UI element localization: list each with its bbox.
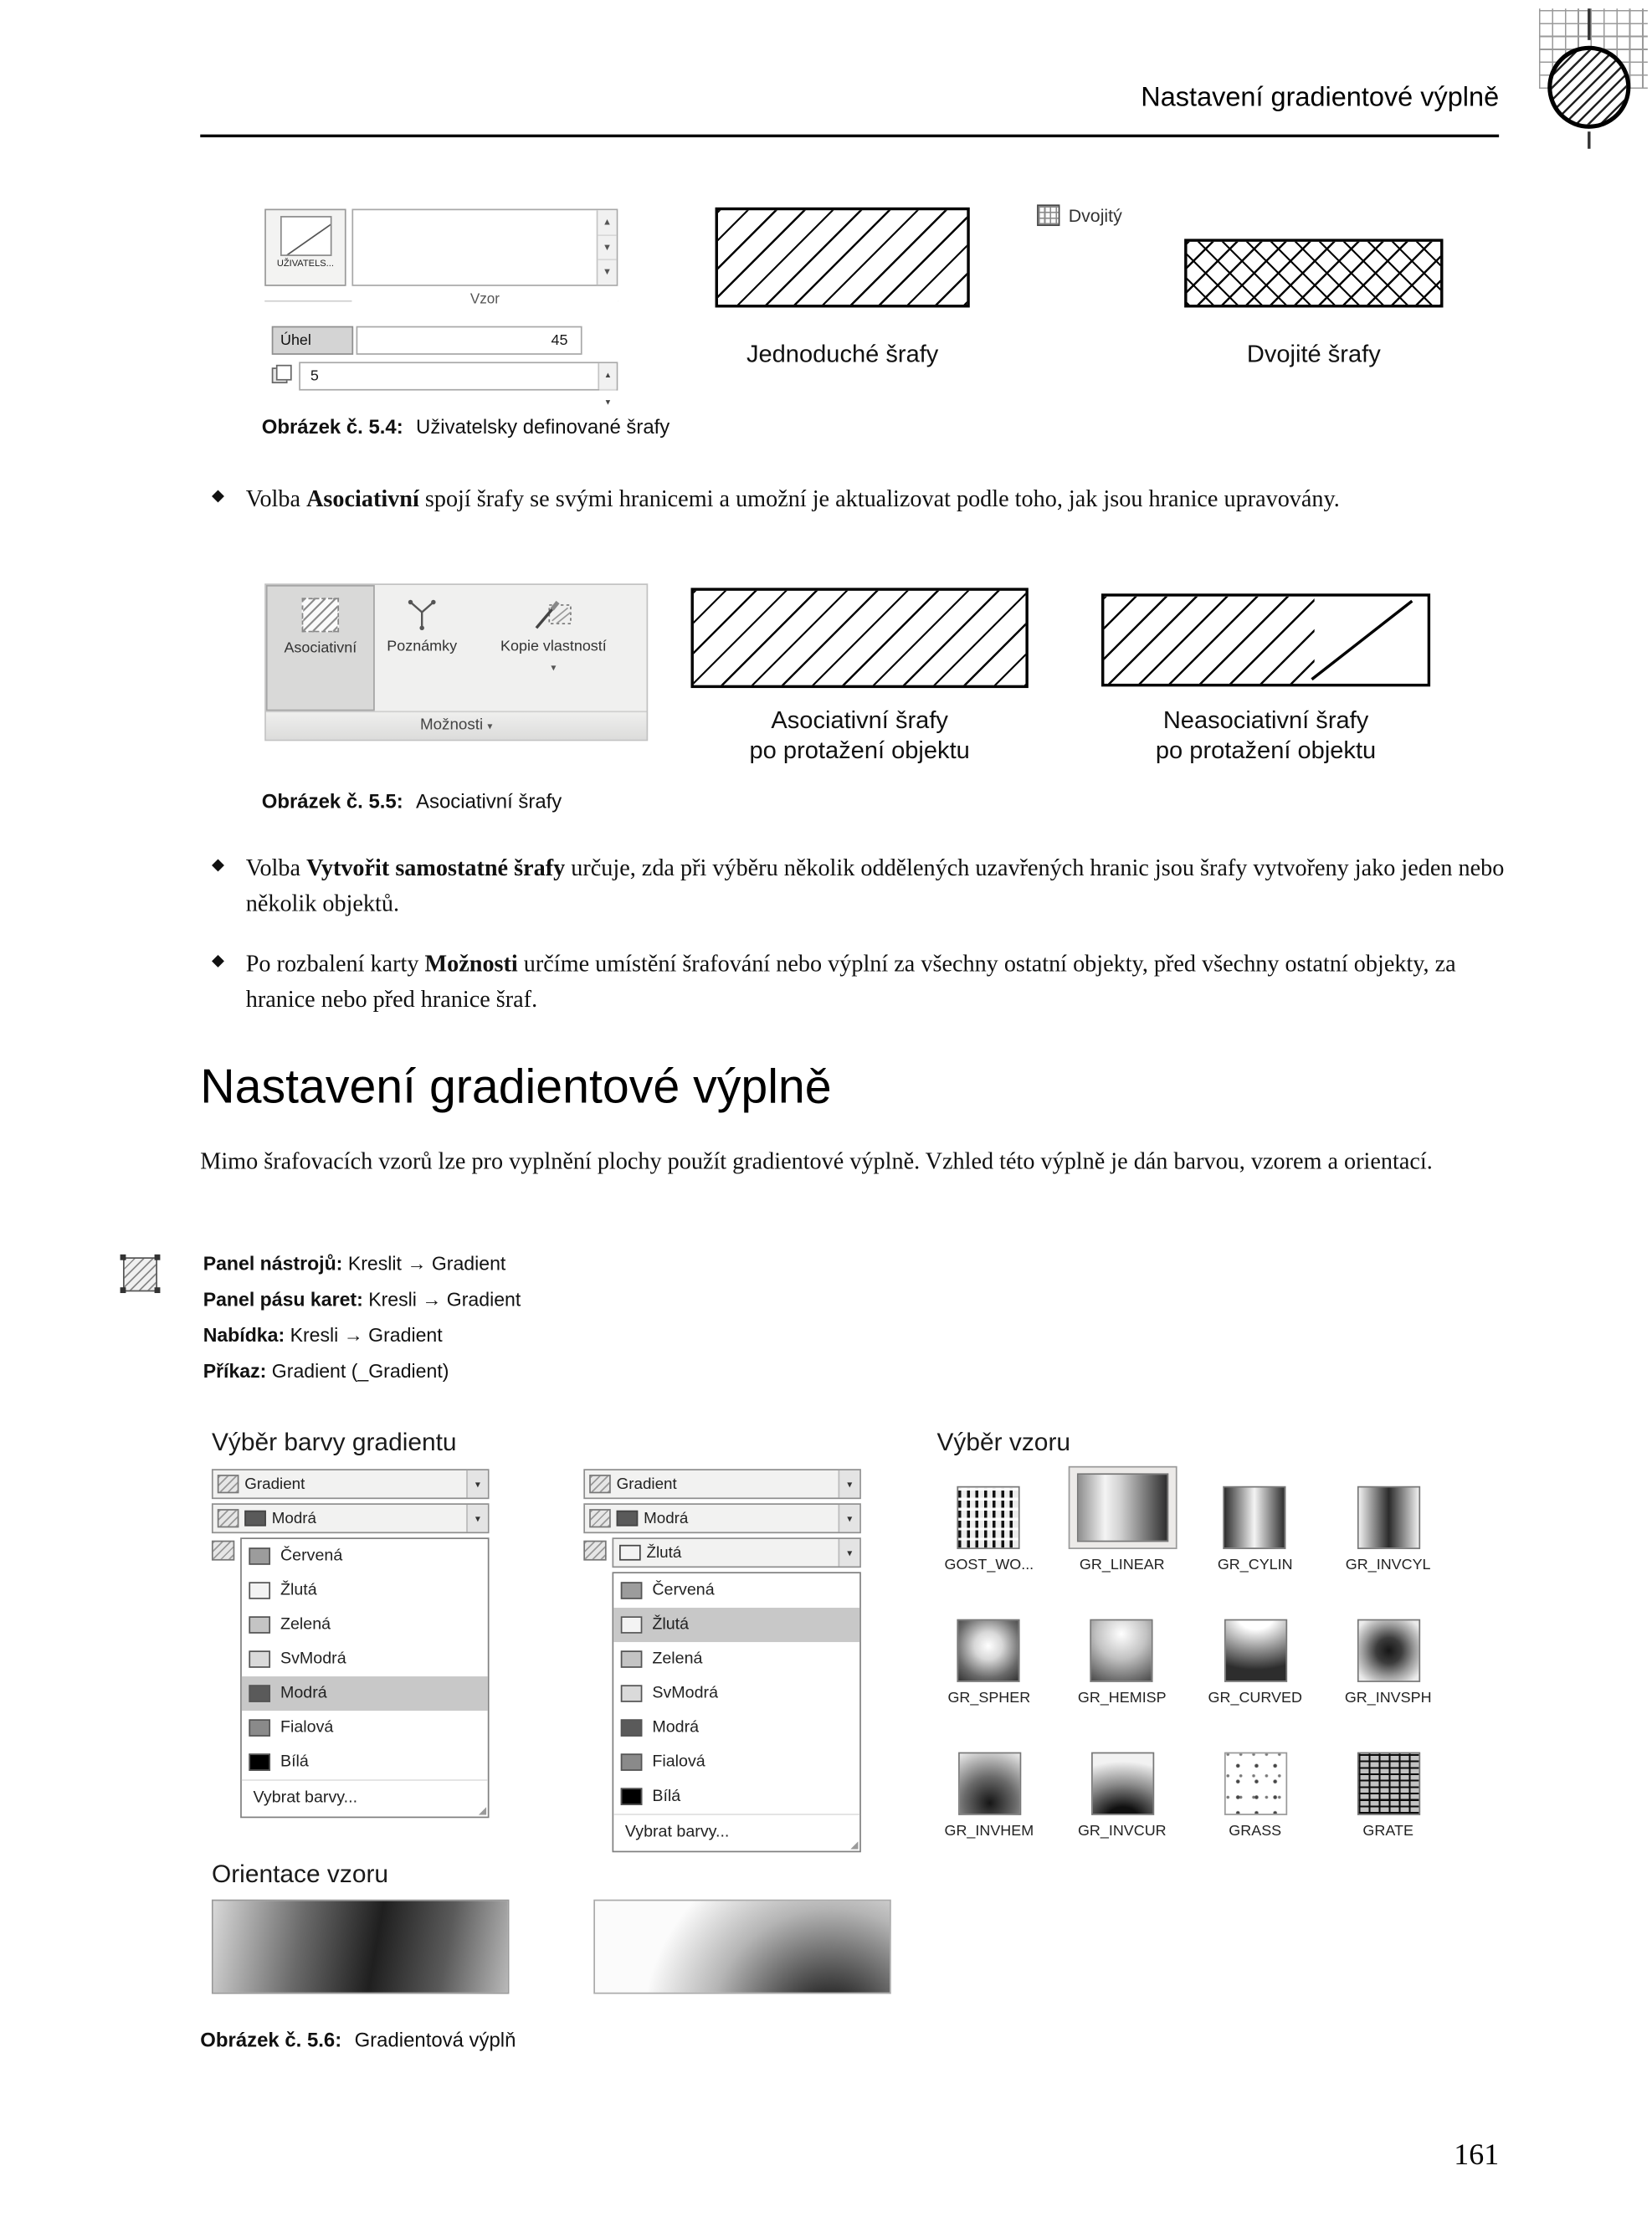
gallery-scrollbar[interactable] bbox=[597, 210, 617, 285]
color-label: Modrá bbox=[280, 1685, 327, 1702]
combo-arrow-icon[interactable]: ▾ bbox=[839, 1505, 860, 1532]
gradient-type-value: Gradient bbox=[616, 1475, 677, 1493]
group-label: Vzor bbox=[351, 292, 618, 308]
resize-grip-icon[interactable]: ◢ bbox=[478, 1806, 487, 1817]
color-swatch bbox=[621, 1582, 643, 1599]
color-swatch bbox=[249, 1650, 270, 1668]
kopie-dropdown-icon: ▾ bbox=[551, 664, 557, 674]
double-hatch-sample bbox=[1184, 239, 1443, 307]
select-colors-link[interactable]: Vybrat barvy... bbox=[242, 1779, 488, 1816]
pattern-cell-gr-linear-selected[interactable] bbox=[1068, 1466, 1177, 1573]
associative-hatch-icon bbox=[302, 598, 339, 632]
color-label: Fialová bbox=[280, 1719, 334, 1737]
moznosti-panel-footer[interactable] bbox=[266, 711, 647, 739]
pattern-cell-gr-invcur[interactable] bbox=[1078, 1752, 1167, 1840]
associative-sample-label: Asociativní šrafy po protažení objektu bbox=[749, 706, 970, 765]
stray-hatch-line bbox=[1311, 600, 1413, 680]
pattern-gallery[interactable] bbox=[351, 209, 618, 286]
color1-swatch bbox=[244, 1511, 266, 1527]
pattern-cell-gr-invcyl[interactable] bbox=[1346, 1486, 1431, 1573]
gradient-color1-value: Modrá bbox=[271, 1509, 317, 1527]
command-label: Panel nástrojů: bbox=[203, 1253, 343, 1275]
pattern-label: GR_INVCUR bbox=[1077, 1822, 1167, 1840]
gradient-tool-icon bbox=[121, 1253, 161, 1296]
annotation-icon bbox=[403, 597, 440, 631]
command-value: Kreslit → Gradient bbox=[347, 1253, 506, 1275]
bullet-text: Volba Asociativní spojí šrafy se svými hranicemi a umožní je aktualizovat podle toho, jak jsou hranice upravovány. bbox=[245, 485, 1340, 512]
command-label: Panel pásu karet: bbox=[203, 1288, 363, 1311]
pattern-tile-gr-curved-icon bbox=[1224, 1619, 1286, 1682]
pattern-cell-gr-invsph[interactable] bbox=[1345, 1619, 1432, 1706]
color-item-cervena[interactable] bbox=[242, 1539, 488, 1573]
color2-swatch bbox=[619, 1545, 641, 1561]
pattern-thumbnail-icon bbox=[280, 216, 331, 256]
combo-arrow-icon[interactable]: ▾ bbox=[839, 1470, 860, 1497]
kopie-button-label: Kopie vlastností bbox=[500, 638, 607, 655]
command-label: Nabídka: bbox=[203, 1324, 285, 1347]
swatch-label: UŽIVATELS... bbox=[276, 259, 334, 269]
pattern-tile-gr-invcyl-icon bbox=[1357, 1486, 1419, 1549]
color-picker-title: Výběr barvy gradientu bbox=[211, 1427, 457, 1456]
color-swatch bbox=[621, 1650, 643, 1668]
select-colors-link[interactable]: Vybrat barvy... bbox=[613, 1814, 859, 1850]
pattern-label: GR_INVSPH bbox=[1344, 1689, 1432, 1706]
grip-dot bbox=[121, 1287, 126, 1293]
bullet-moznosti bbox=[212, 946, 1521, 1018]
caption-5-5 bbox=[262, 789, 562, 812]
color-item-fialova[interactable] bbox=[242, 1711, 488, 1745]
ribbon-panel bbox=[264, 583, 648, 741]
gradient-color1-icon bbox=[218, 1509, 239, 1527]
pattern-tile-gr-linear-icon bbox=[1076, 1473, 1167, 1542]
caption-text: Asociativní šrafy bbox=[416, 789, 562, 813]
gradient-color2-icon bbox=[583, 1541, 606, 1561]
gallery-expand-icon[interactable]: ▼ bbox=[598, 259, 616, 285]
command-value: Kresli → Gradient bbox=[290, 1324, 443, 1347]
associative-hatch-sample bbox=[690, 588, 1028, 688]
scale-spinner[interactable] bbox=[598, 363, 616, 408]
section-paragraph: Mimo šrafovacích vzorů lze pro vyplnění plochy použít gradientové výplně. Vzhled této výplně je dán barvou, vzorem a orientací. bbox=[200, 1147, 1433, 1175]
double-hatch-label: Dvojité šrafy bbox=[1246, 340, 1381, 368]
command-line bbox=[203, 1285, 521, 1312]
color-label: SvModrá bbox=[652, 1685, 719, 1702]
grip-dot bbox=[121, 1255, 126, 1260]
pattern-cell-gr-hemisp[interactable] bbox=[1078, 1619, 1167, 1706]
pattern-grid bbox=[922, 1440, 1454, 1840]
color-item-zluta-selected[interactable] bbox=[613, 1608, 859, 1642]
color-label: Zelená bbox=[652, 1650, 703, 1668]
kopie-vlastnosti-button[interactable] bbox=[469, 585, 639, 711]
color-item-zluta[interactable] bbox=[242, 1573, 488, 1608]
gradient-color2-icon bbox=[212, 1541, 234, 1561]
single-hatch-label: Jednoduché šrafy bbox=[746, 340, 939, 368]
bullet-asociativni bbox=[212, 480, 1521, 516]
caption-number: Obrázek č. 5.4: bbox=[261, 414, 403, 438]
command-line bbox=[203, 1357, 521, 1384]
color-label: Červená bbox=[280, 1547, 343, 1565]
color-swatch bbox=[249, 1547, 270, 1565]
double-checkbox-label: Dvojitý bbox=[1068, 205, 1122, 226]
scroll-up-icon[interactable]: ▲ bbox=[603, 217, 613, 228]
combo-arrow-icon[interactable]: ▾ bbox=[466, 1470, 488, 1497]
color-label: Žlutá bbox=[280, 1582, 317, 1599]
caption-5-4 bbox=[262, 415, 670, 438]
gradient-type-value: Gradient bbox=[244, 1475, 305, 1493]
gradient-type-combo[interactable] bbox=[583, 1469, 861, 1499]
command-label: Příkaz: bbox=[203, 1360, 267, 1382]
color-swatch bbox=[621, 1788, 643, 1805]
hatch-square-icon bbox=[123, 1257, 157, 1291]
pattern-cell-gost[interactable] bbox=[944, 1486, 1034, 1573]
orientation-preview-2[interactable] bbox=[593, 1900, 890, 1994]
user-pattern-swatch-button[interactable] bbox=[264, 209, 346, 286]
pattern-label: GRASS bbox=[1229, 1822, 1282, 1840]
angle-input[interactable]: 45 bbox=[357, 326, 582, 355]
color-label: Červená bbox=[652, 1582, 715, 1599]
gradient-type-icon bbox=[218, 1475, 239, 1493]
gradient-color2-value: Žlutá bbox=[646, 1543, 682, 1562]
moznosti-label: Možnosti bbox=[419, 716, 484, 734]
color-label: Fialová bbox=[652, 1753, 705, 1771]
logo-axis-line bbox=[1588, 8, 1590, 40]
color-item-bila[interactable] bbox=[242, 1745, 488, 1779]
color-item-bila[interactable] bbox=[613, 1779, 859, 1814]
pattern-cell-gr-spher[interactable] bbox=[947, 1619, 1030, 1706]
orientation-preview-1[interactable] bbox=[212, 1900, 509, 1994]
gradient-dropdown-2 bbox=[583, 1469, 861, 1852]
running-header: Nastavení gradientové výplně bbox=[1141, 83, 1500, 114]
double-grid-icon bbox=[1037, 204, 1059, 226]
asociativni-button-label: Asociativní bbox=[284, 639, 357, 657]
color-item-svmodra[interactable] bbox=[613, 1676, 859, 1711]
logo-axis-line-bottom bbox=[1588, 131, 1590, 149]
gradient-color1-combo[interactable] bbox=[212, 1503, 490, 1533]
bullet-text: Po rozbalení karty Možnosti určíme umístění šrafování nebo výplní za všechny ostatní objekty, před všechny ostatní objekty, za hranice nebo před hranice šraf. bbox=[245, 949, 1456, 1013]
pattern-cell-gr-cylin[interactable] bbox=[1218, 1486, 1293, 1573]
color-label: Bílá bbox=[280, 1753, 309, 1771]
thumb-diagonal-line bbox=[280, 216, 331, 256]
grip-dot bbox=[155, 1287, 161, 1293]
figure-5-4 bbox=[264, 200, 1466, 414]
poznamky-button-label: Poznámky bbox=[387, 638, 458, 655]
combo-arrow-icon[interactable]: ▾ bbox=[466, 1505, 488, 1532]
color-item-zelena[interactable] bbox=[613, 1642, 859, 1676]
color-swatch bbox=[249, 1616, 270, 1634]
command-value: Gradient (_Gradient) bbox=[271, 1360, 449, 1382]
pattern-label: GR_SPHER bbox=[947, 1689, 1031, 1706]
asociativni-button[interactable] bbox=[266, 585, 375, 711]
gradient-type-combo[interactable] bbox=[212, 1469, 490, 1499]
single-hatch-sample bbox=[716, 208, 970, 308]
color-swatch bbox=[249, 1753, 270, 1771]
spinner-up-icon[interactable]: ▲ bbox=[603, 372, 613, 381]
bullet-diamond-icon: ◆ bbox=[211, 952, 225, 970]
color-swatch bbox=[621, 1753, 643, 1771]
color-label: Zelená bbox=[280, 1616, 331, 1634]
pattern-tile-grate-icon bbox=[1357, 1752, 1419, 1815]
color-item-fialova[interactable] bbox=[613, 1745, 859, 1779]
pattern-picker-title: Výběr vzoru bbox=[936, 1427, 1071, 1456]
header-rule bbox=[200, 135, 1499, 137]
gradient-color1-value: Modrá bbox=[644, 1509, 689, 1527]
color-item-modra-selected[interactable] bbox=[242, 1676, 488, 1711]
chapter-logo bbox=[1527, 8, 1650, 148]
section-heading: Nastavení gradientové výplně bbox=[200, 1061, 832, 1115]
pattern-tile-grass-icon bbox=[1224, 1752, 1286, 1815]
ribbon-buttons bbox=[266, 585, 647, 711]
spinner-down-icon[interactable]: ▼ bbox=[599, 389, 617, 416]
caption-number: Obrázek č. 5.5: bbox=[261, 789, 403, 813]
orientation-title: Orientace vzoru bbox=[211, 1859, 389, 1889]
color-swatch bbox=[621, 1616, 643, 1634]
pattern-cell-grate[interactable] bbox=[1357, 1752, 1419, 1840]
gradient-color1-icon bbox=[589, 1509, 611, 1527]
pattern-label: GRATE bbox=[1362, 1822, 1413, 1840]
color-item-zelena[interactable] bbox=[242, 1608, 488, 1642]
scale-icon bbox=[272, 365, 292, 383]
gradient-type-icon bbox=[589, 1475, 611, 1493]
pattern-cell-gr-curved[interactable] bbox=[1208, 1619, 1302, 1706]
command-line bbox=[203, 1321, 521, 1348]
bullet-diamond-icon: ◆ bbox=[211, 856, 225, 875]
pattern-label: GOST_WO... bbox=[944, 1556, 1034, 1574]
pattern-tile-gr-invhem-icon bbox=[957, 1752, 1020, 1815]
nonassociative-sample-label: Neasociativní šrafy po protažení objektu bbox=[1155, 706, 1377, 765]
color-label: Bílá bbox=[652, 1788, 681, 1805]
color-swatch bbox=[249, 1582, 270, 1599]
pattern-cell-grass[interactable] bbox=[1224, 1752, 1286, 1840]
gradient-color2-combo[interactable] bbox=[612, 1537, 860, 1568]
bullet-diamond-icon: ◆ bbox=[211, 487, 225, 505]
grip-dot bbox=[155, 1255, 161, 1260]
caption-text: Uživatelsky definované šrafy bbox=[416, 414, 670, 438]
combo-arrow-icon[interactable]: ▾ bbox=[839, 1539, 860, 1566]
color-item-modra[interactable] bbox=[613, 1711, 859, 1745]
pattern-label: GR_LINEAR bbox=[1079, 1556, 1165, 1574]
partial-hatch-region bbox=[1104, 597, 1314, 684]
match-properties-icon bbox=[532, 597, 575, 631]
pattern-tile-gr-hemisp-icon bbox=[1090, 1619, 1153, 1682]
color-label: Modrá bbox=[652, 1719, 700, 1737]
pattern-tile-gr-spher-icon bbox=[957, 1619, 1020, 1682]
pattern-label: GR_INVCYL bbox=[1345, 1556, 1431, 1574]
double-checkbox[interactable] bbox=[1037, 204, 1122, 226]
caption-number: Obrázek č. 5.6: bbox=[200, 2028, 342, 2051]
pattern-label: GR_CURVED bbox=[1208, 1689, 1302, 1706]
color-item-svmodra[interactable] bbox=[242, 1642, 488, 1676]
bullet-text: Volba Vytvořit samostatné šrafy určuje, zda při výběru několik oddělených uzavřených hranic jsou šrafy vytvořeny jako jeden nebo několik objektů. bbox=[245, 854, 1505, 917]
scroll-down-icon[interactable]: ▼ bbox=[598, 234, 616, 259]
color-list bbox=[612, 1572, 860, 1852]
caption-text: Gradientová výplň bbox=[354, 2028, 516, 2051]
pattern-tile-gr-invsph-icon bbox=[1357, 1619, 1419, 1682]
color-item-cervena[interactable] bbox=[613, 1573, 859, 1608]
color-label: SvModrá bbox=[280, 1650, 346, 1668]
color-swatch bbox=[249, 1685, 270, 1702]
angle-label: Úhel bbox=[272, 326, 353, 355]
nonassociative-hatch-sample bbox=[1101, 593, 1430, 686]
scale-input[interactable] bbox=[299, 362, 618, 408]
pattern-label: GR_HEMISP bbox=[1077, 1689, 1167, 1706]
pattern-label: GR_CYLIN bbox=[1217, 1556, 1293, 1574]
pattern-tile-gost-icon bbox=[957, 1486, 1020, 1549]
figure-5-5 bbox=[264, 579, 1466, 793]
pattern-tile-gr-invcur-icon bbox=[1090, 1752, 1153, 1815]
command-line bbox=[203, 1250, 521, 1277]
pattern-cell-gr-invhem[interactable] bbox=[944, 1752, 1034, 1840]
command-value: Kresli → Gradient bbox=[368, 1288, 521, 1311]
color-list bbox=[240, 1537, 489, 1818]
bullet-samostatne-srafy bbox=[212, 849, 1521, 921]
caption-5-6 bbox=[200, 2029, 516, 2051]
gradient-dropdown-1 bbox=[212, 1469, 490, 1818]
selected-pattern-frame bbox=[1068, 1466, 1177, 1549]
resize-grip-icon[interactable]: ◢ bbox=[850, 1840, 859, 1851]
scale-value: 5 bbox=[310, 367, 319, 385]
moznosti-arrow-icon: ▾ bbox=[487, 722, 493, 733]
color1-swatch bbox=[617, 1511, 639, 1527]
hatched-circle-icon bbox=[1547, 46, 1630, 129]
poznamky-button[interactable] bbox=[375, 585, 469, 711]
color-label: Žlutá bbox=[652, 1616, 690, 1634]
color-swatch bbox=[249, 1719, 270, 1737]
gradient-color1-combo[interactable] bbox=[583, 1503, 861, 1533]
pattern-label: GR_INVHEM bbox=[944, 1822, 1034, 1840]
command-access-block bbox=[203, 1250, 521, 1393]
color-swatch bbox=[621, 1685, 643, 1702]
page-number: 161 bbox=[1454, 2137, 1500, 2172]
pattern-tile-gr-cylin-icon bbox=[1224, 1486, 1286, 1549]
color-swatch bbox=[621, 1719, 643, 1737]
